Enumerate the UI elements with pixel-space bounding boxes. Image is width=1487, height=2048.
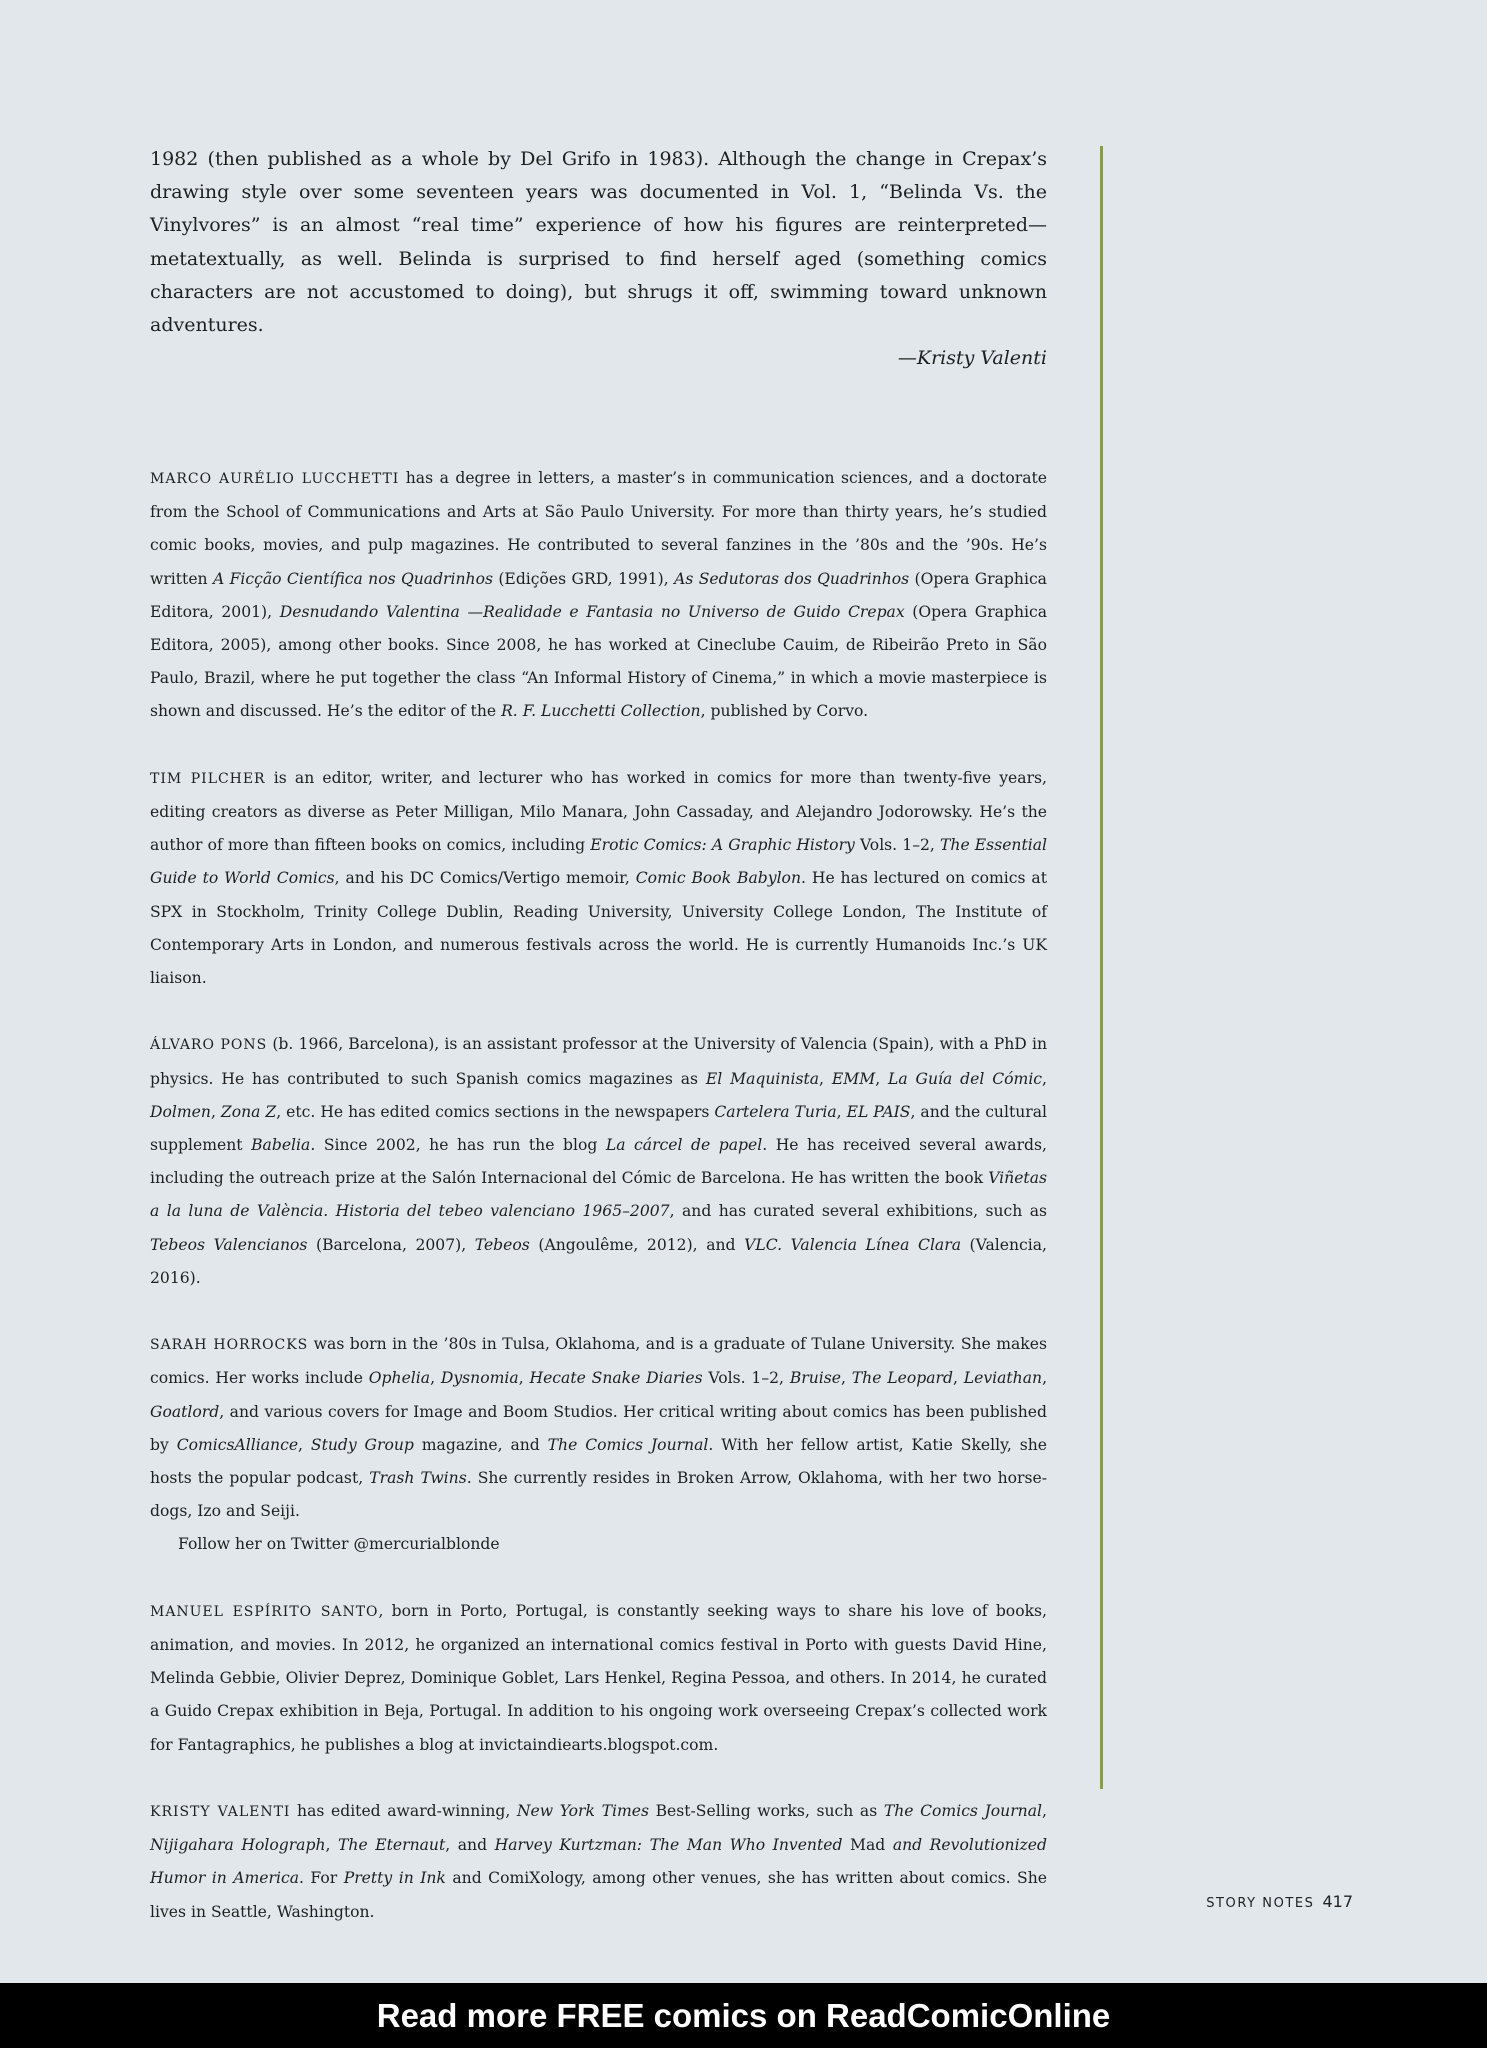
italic-title: Tebeos Valencianos (150, 1235, 308, 1254)
italic-title: Comic Book Babylon (635, 869, 801, 888)
italic-title: Study Group (310, 1435, 414, 1454)
italic-title: Bruise (789, 1369, 841, 1388)
contributor-name: MANUEL ESPÍRITO SANTO (150, 1603, 379, 1620)
contributor-name: KRISTY VALENTI (150, 1804, 291, 1821)
italic-title: Trash Twins (369, 1469, 467, 1488)
bio-text: , published by Corvo. (700, 702, 869, 721)
contributor-bios (150, 462, 1047, 1962)
bio-text: , (875, 1069, 889, 1088)
promo-banner[interactable]: Read more FREE comics on ReadComicOnline (0, 1983, 1487, 2048)
page-number: 417 (1322, 1892, 1353, 1911)
bio-text: , and his DC Comics/Vertigo memoir, (334, 869, 636, 888)
bio-text: Mad (842, 1836, 893, 1855)
italic-title: The Eternaut (338, 1836, 446, 1855)
contributor-bio (150, 462, 1047, 729)
bio-text: , (518, 1369, 530, 1388)
bio-text: Vols. 1–2, (702, 1369, 790, 1388)
italic-title: Leviathan (963, 1369, 1043, 1388)
bio-text: , (819, 1069, 832, 1088)
bio-text: (Angoulême, 2012), and (529, 1235, 745, 1254)
contributor-bio (150, 1595, 1047, 1762)
contributor-name: SARAH HORROCKS (150, 1337, 309, 1354)
italic-title: and Revolutionized Humor in America (150, 1836, 1047, 1888)
intro-paragraph: 1982 (then published as a whole by Del Grifo in 1983). Although the change in Crepax’s drawing style over some seventeen years was documented in Vol. 1, “Belinda Vs. the Vinylvores” is an almost “real time” experience of how his figures are reinterpreted—metatextually, as well. Belinda is surprised to find herself aged (something comics characters are not accustomed to doing), but shrugs it off, swimming toward unknown adventures. (150, 148, 1047, 337)
bio-text: , (952, 1369, 964, 1388)
italic-title: A Ficção Científica nos Quadrinhos (212, 569, 493, 588)
italic-title: Dolmen (150, 1102, 211, 1121)
italic-title: Cartelera Turia (714, 1102, 837, 1121)
bio-text: was born in the ’80s in Tulsa, Oklahoma, and is a graduate of Tulane University. She makes comics. Her works include (150, 1335, 1047, 1388)
bio-text: . He has received several awards, including the outreach prize at the Salón Internacional del Cómic de Barcelona. He has written the book (150, 1136, 1047, 1188)
italic-title: Tebeos (474, 1235, 530, 1254)
italic-title: VLC. Valencia Línea Clara (744, 1235, 961, 1254)
bio-text: . For (299, 1869, 344, 1888)
bio-text: , and has curated several exhibitions, such as (669, 1202, 1048, 1221)
bio-text: , (841, 1369, 852, 1388)
bio-text: (Edições GRD, 1991), (492, 569, 675, 588)
bio-text: Vols. 1–2, (854, 836, 940, 855)
bio-text: (Valencia, 2016). (150, 1235, 1048, 1287)
italic-title: Pretty in Ink (343, 1869, 446, 1888)
italic-title: Harvey Kurtzman: The Man Who Invented (494, 1836, 843, 1855)
bio-text: magazine, and (413, 1435, 548, 1454)
italic-title: Babelia (251, 1136, 311, 1155)
italic-title: R. F. Lucchetti Collection (501, 702, 701, 721)
italic-title: The Comics Journal (547, 1435, 709, 1454)
bio-text: , (1042, 1802, 1047, 1821)
italic-title: Ophelia (368, 1369, 431, 1388)
contributor-name: TIM PILCHER (150, 770, 266, 787)
contributor-name: ÁLVARO PONS (150, 1037, 268, 1054)
italic-title: Erotic Comics: A Graphic History (590, 836, 855, 855)
bio-text: , and the cultural supplement (150, 1102, 1048, 1155)
bio-text: , etc. He has edited comics sections in the newspapers (276, 1102, 715, 1121)
bio-text: , (430, 1369, 441, 1388)
italic-title: EMM (831, 1069, 876, 1088)
italic-title: Zona Z (220, 1102, 277, 1121)
bio-text: has a degree in letters, a master’s in communication sciences, and a doctorate from the School of Communications and Arts at São Paulo University. For more than thirty years, he’s studied comic books, movies, and pulp magazines. He contributed to several fanzines in the ’80s and the ’90s. He’s written (150, 469, 1047, 588)
contributor-bio (150, 1328, 1047, 1561)
bio-text: (Opera Graphica Editora, 2005), among other books. Since 2008, he has worked at Cineclube Cauim, de Ribeirão Preto in São Paulo, Brazil, where he put together the class “An Informal History of Cinema,” in which a movie masterpiece is shown and discussed. He’s the editor of the (150, 602, 1048, 721)
italic-title: Dysnomia (440, 1369, 519, 1388)
vertical-rule (1100, 146, 1103, 1789)
intro-signature: —Kristy Valenti (897, 347, 1047, 370)
italic-title: The Leopard (851, 1369, 953, 1388)
bio-text: , (1042, 1369, 1048, 1388)
bio-text: is an editor, writer, and lecturer who has worked in comics for more than twenty-five years, editing creators as diverse as Peter Milligan, Milo Manara, John Cassaday, and Alejandro Jodorowsky. He’s the author of more than fifteen books on comics, including (150, 768, 1047, 855)
italic-title: La cárcel de papel (605, 1136, 763, 1155)
italic-title: Desnudando Valentina —Realidade e Fantasia no Universo de Guido Crepax (279, 602, 905, 621)
bio-text: (Barcelona, 2007), (307, 1235, 475, 1254)
bio-text: . He has lectured on comics at SPX in Stockholm, Trinity College Dublin, Reading University, University College London, The Institute of Contemporary Arts in London, and numerous festivals across the world. He is currently Humanoids Inc.’s UK liaison. (150, 869, 1047, 988)
contributor-bio (150, 762, 1047, 995)
contributor-bio (150, 1028, 1047, 1295)
bio-text: , (298, 1435, 311, 1454)
bio-text: , and various covers for Image and Boom Studios. Her critical writing about comics has been published by (150, 1402, 1047, 1454)
italic-title: EL PAIS (846, 1102, 911, 1121)
italic-title: The Essential Guide to World Comics (150, 836, 1047, 888)
bio-text: , (325, 1836, 339, 1855)
italic-title: Goatlord (150, 1402, 220, 1421)
bio-text: . She currently resides in Broken Arrow, Oklahoma, with her two horse-dogs, Izo and Seiji. (150, 1469, 1047, 1521)
bio-text: , born in Porto, Portugal, is constantly seeking ways to share his love of books, animation, and movies. In 2012, he organized an international comics festival in Porto with guests David Hine, Melinda Gebbie, Olivier Deprez, Dominique Goblet, Lars Henkel, Regina Pessoa, and others. In 2014, he curated a Guido Crepax exhibition in Beja, Portugal. In addition to his ongoing work overseeing Crepax’s collected work for Fantagraphics, he publishes a blog at invictaindiearts.blogspot.com. (150, 1601, 1047, 1754)
italic-title: The Comics Journal (883, 1802, 1042, 1821)
bio-text: . Since 2002, he has run the blog (310, 1136, 606, 1155)
italic-title: As Sedutoras dos Quadrinhos (674, 569, 910, 588)
bio-text: , (1042, 1069, 1048, 1088)
italic-title: Hecate Snake Diaries (529, 1369, 703, 1388)
bio-text: , and (445, 1836, 495, 1855)
contributor-name: MARCO AURÉLIO LUCCHETTI (150, 471, 400, 487)
bio-text: (Opera Graphica Editora, 2001), (150, 569, 1047, 621)
bio-text: Best-Selling works, such as (648, 1802, 884, 1821)
bio-text: and ComiXology, among other venues, she has written about comics. She lives in Seattle, Washington. (150, 1869, 1047, 1921)
bio-text: has edited award-winning, (290, 1802, 517, 1821)
bio-text: , (836, 1102, 847, 1121)
italic-title: Viñetas a la luna de València. Historia del tebeo valenciano 1965–2007 (150, 1169, 1047, 1221)
italic-title: La Guía del Cómic (888, 1069, 1043, 1088)
italic-title: New York Times (516, 1802, 649, 1821)
bio-text: . With her fellow artist, Katie Skelly, she hosts the popular podcast, (150, 1435, 1047, 1488)
social-handle: Follow her on Twitter @mercurialblonde (178, 1535, 500, 1554)
section-title: STORY NOTES (1206, 1896, 1315, 1911)
intro-section (150, 143, 1047, 375)
italic-title: El Maquinista (705, 1069, 820, 1088)
page-footer (1206, 1892, 1353, 1911)
italic-title: Nijigahara Holograph (150, 1836, 326, 1855)
bio-text: , (210, 1102, 221, 1121)
italic-title: ComicsAlliance (176, 1435, 299, 1454)
contributor-bio (150, 1795, 1047, 1929)
bio-text: (b. 1966, Barcelona), is an assistant professor at the University of Valencia (Spain), with a PhD in physics. He has contributed to such Spanish comics magazines as (150, 1035, 1047, 1088)
